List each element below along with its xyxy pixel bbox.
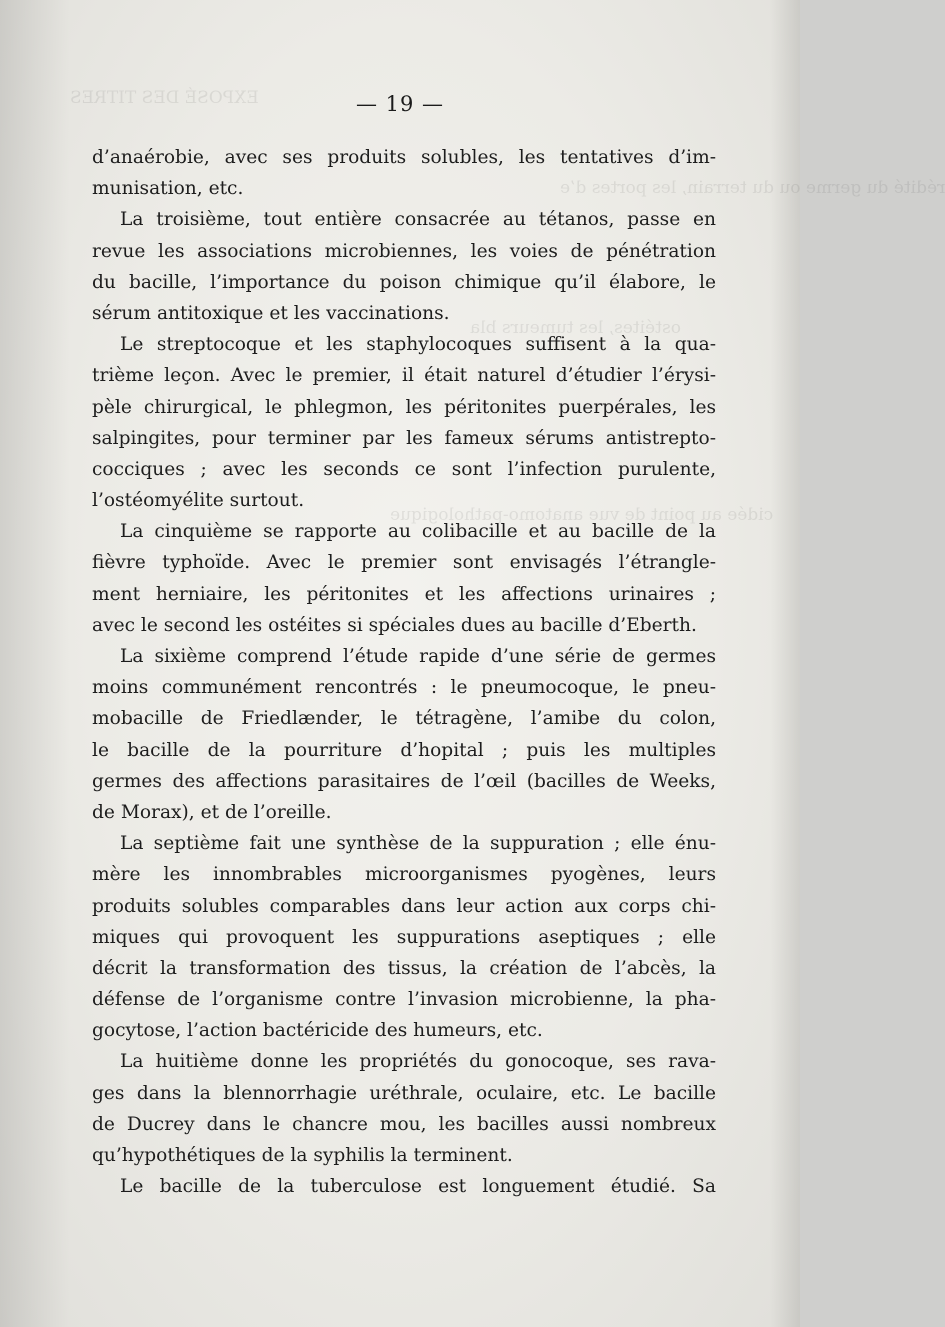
text-line: La sixième comprend l’étude rapide d’une série de germes [120,646,716,667]
text-line: La troisième, tout entière consacrée au tétanos, passe en [120,209,716,231]
show-through: rédité du germe ou du terrain, les portes d’e [560,178,945,198]
text-line: pèle chirurgical, le phlegmon, les péritonites puerpérales, les [92,396,716,418]
text-line: revue les associations microbiennes, les voies de pénétration [92,240,716,262]
text-line: avec le second les ostéites si spéciales dues au bacille d’Eberth. [92,614,697,636]
text-line: gocytose, l’action bactéricide des humeurs, etc. [92,1020,543,1042]
text-line: trième leçon. Avec le premier, il était naturel d’étudier l’érysi- [92,365,716,387]
text-line: du bacille, l’importance du poison chimique qu’il élabore, le [92,271,716,293]
text-line: fièvre typhoïde. Avec le premier sont envisagés l’étrangle- [92,552,716,574]
text-line: germes des affections parasitaires de l’œil (bacilles de Weeks, [92,770,716,792]
text-line: La huitième donne les propriétés du gonocoque, ses rava- [120,1051,716,1073]
text-line: cocciques ; avec les seconds ce sont l’infection purulente, [92,458,716,480]
page-number: — 19 — [355,92,445,116]
text-line: mobacille de Friedlænder, le tétragène, l’amibe du colon, [92,708,716,730]
show-through: EXPOSÉ DES TITRES [70,88,259,108]
text-line: Le streptocoque et les staphylocoques suffisent à la qua- [120,334,716,356]
text-line: munisation, etc. [92,178,244,200]
text-line: La cinquième se rapporte au colibacille et au bacille de la [120,521,716,543]
text-line: moins communément rencontrés : le pneumocoque, le pneu- [92,677,716,699]
text-line: décrit la transformation des tissus, la création de l’abcès, la [92,957,716,979]
text-line: défense de l’organisme contre l’invasion microbienne, la pha- [92,989,716,1011]
show-through: ostéites, les tumeurs bla [470,318,681,338]
text-line: sérum antitoxique et les vaccinations. [92,302,450,324]
text-line: le bacille de la pourriture d’hopital ; puis les multiples [92,739,716,761]
text-line: mère les innombrables microorganismes pyogènes, leurs [92,864,716,886]
show-through: cidée au point de vue anatomo-pathologique [390,505,774,525]
text-line: salpingites, pour terminer par les fameux sérums antistrepto- [92,427,716,449]
body-text [92,142,716,1202]
text-line: d’anaérobie, avec ses produits solubles, les tentatives d’im- [92,147,716,168]
text-line: produits solubles comparables dans leur action aux corps chi- [92,895,716,917]
text-line: miques qui provoquent les suppurations aseptiques ; elle [92,926,716,948]
text-line: Le bacille de la tuberculose est longuement étudié. Sa [120,1176,716,1198]
text-line: qu’hypothétiques de la syphilis la terminent. [92,1145,513,1166]
text-line: de Ducrey dans le chancre mou, les bacilles aussi nombreux [92,1113,716,1135]
text-line: l’ostéomyélite surtout. [92,490,305,512]
text-line: La septième fait une synthèse de la suppuration ; elle énu- [120,833,716,855]
text-line: de Morax), et de l’oreille. [92,801,332,823]
text-line: ment herniaire, les péritonites et les affections urinaires ; [92,583,716,605]
text-line: ges dans la blennorrhagie uréthrale, oculaire, etc. Le bacille [92,1082,716,1104]
